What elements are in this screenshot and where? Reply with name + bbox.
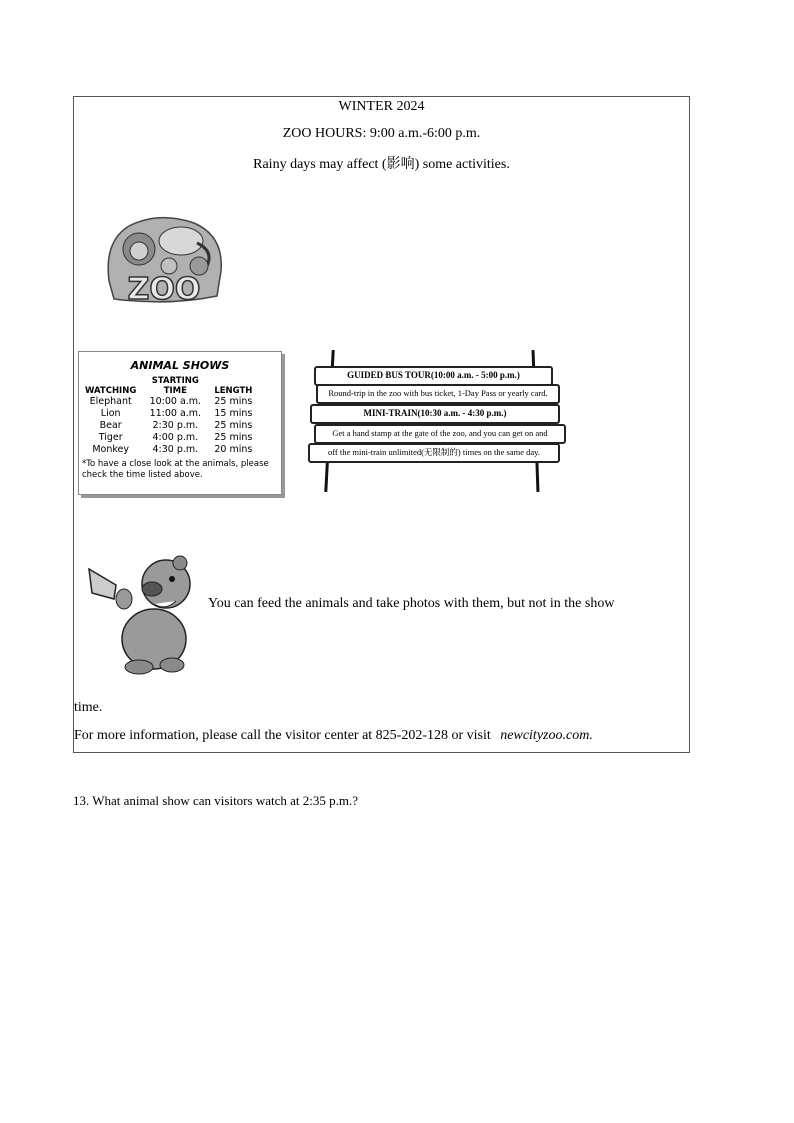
zoo-animals-logo-icon <box>99 211 229 311</box>
length-cell: 25 mins <box>214 420 253 431</box>
bear-megaphone-icon <box>84 549 204 679</box>
length-cell: 25 mins <box>214 396 253 407</box>
time-cell: 11:00 a.m. <box>149 408 202 419</box>
animal-cell: Elephant <box>89 396 132 407</box>
contact-info-text: For more information, please call the visitor center at 825-202-128 or visit <box>74 728 491 743</box>
time-cell: 10:00 a.m. <box>149 396 202 407</box>
length-cell: 20 mins <box>214 444 253 455</box>
col-watching: WATCHING <box>85 386 137 396</box>
time-cell: 4:00 p.m. <box>152 432 199 443</box>
train-desc-2: off the mini-train unlimited(无限制的) times on the same day. <box>308 443 560 463</box>
animal-cell: Monkey <box>92 444 129 455</box>
bus-desc: Round-trip in the zoo with bus ticket, 1-Day Pass or yearly card. <box>316 384 560 404</box>
zoo-notice-box <box>73 96 690 753</box>
animal-shows-card <box>78 351 282 495</box>
bus-title: GUIDED BUS TOUR(10:00 a.m. - 5:00 p.m.) <box>314 366 553 386</box>
animal-cell: Bear <box>99 420 122 431</box>
time-cell: 4:30 p.m. <box>152 444 199 455</box>
animal-shows-table <box>81 376 256 456</box>
rainy-note: Rainy days may affect (影响) some activities. <box>253 157 510 172</box>
table-row <box>81 420 256 432</box>
animal-cell: Tiger <box>98 432 123 443</box>
website-suffix: . <box>589 728 593 743</box>
transport-sign <box>304 350 569 495</box>
train-title: MINI-TRAIN(10:30 a.m. - 4:30 p.m.) <box>310 404 560 424</box>
length-cell: 25 mins <box>214 432 253 443</box>
animal-shows-title: ANIMAL SHOWS <box>130 359 230 372</box>
season-heading: WINTER 2024 <box>338 99 425 114</box>
feed-text: You can feed the animals and take photos with them, but not in the show <box>208 596 615 611</box>
train-desc-1: Get a hand stamp at the gate of the zoo, and you can get on and <box>314 424 566 444</box>
feed-text-continued: time. <box>74 700 103 715</box>
table-row <box>81 396 256 408</box>
time-cell: 2:30 p.m. <box>152 420 199 431</box>
length-cell: 15 mins <box>214 408 253 419</box>
zoo-hours: ZOO HOURS: 9:00 a.m.-6:00 p.m. <box>282 126 481 141</box>
contact-info <box>74 728 593 744</box>
col-length: LENGTH <box>214 386 253 396</box>
table-row <box>81 444 256 456</box>
col-starting-time: STARTING TIME <box>151 376 199 396</box>
table-row <box>81 432 256 444</box>
shows-note: *To have a close look at the animals, please check the time listed above. <box>82 459 269 480</box>
website-link[interactable]: newcityzoo.com <box>500 728 590 743</box>
zoo-logo-text: ZOO <box>127 272 201 307</box>
animal-cell: Lion <box>100 408 121 419</box>
table-row <box>81 408 256 420</box>
question-13: 13. What animal show can visitors watch at 2:35 p.m.? <box>73 793 358 808</box>
